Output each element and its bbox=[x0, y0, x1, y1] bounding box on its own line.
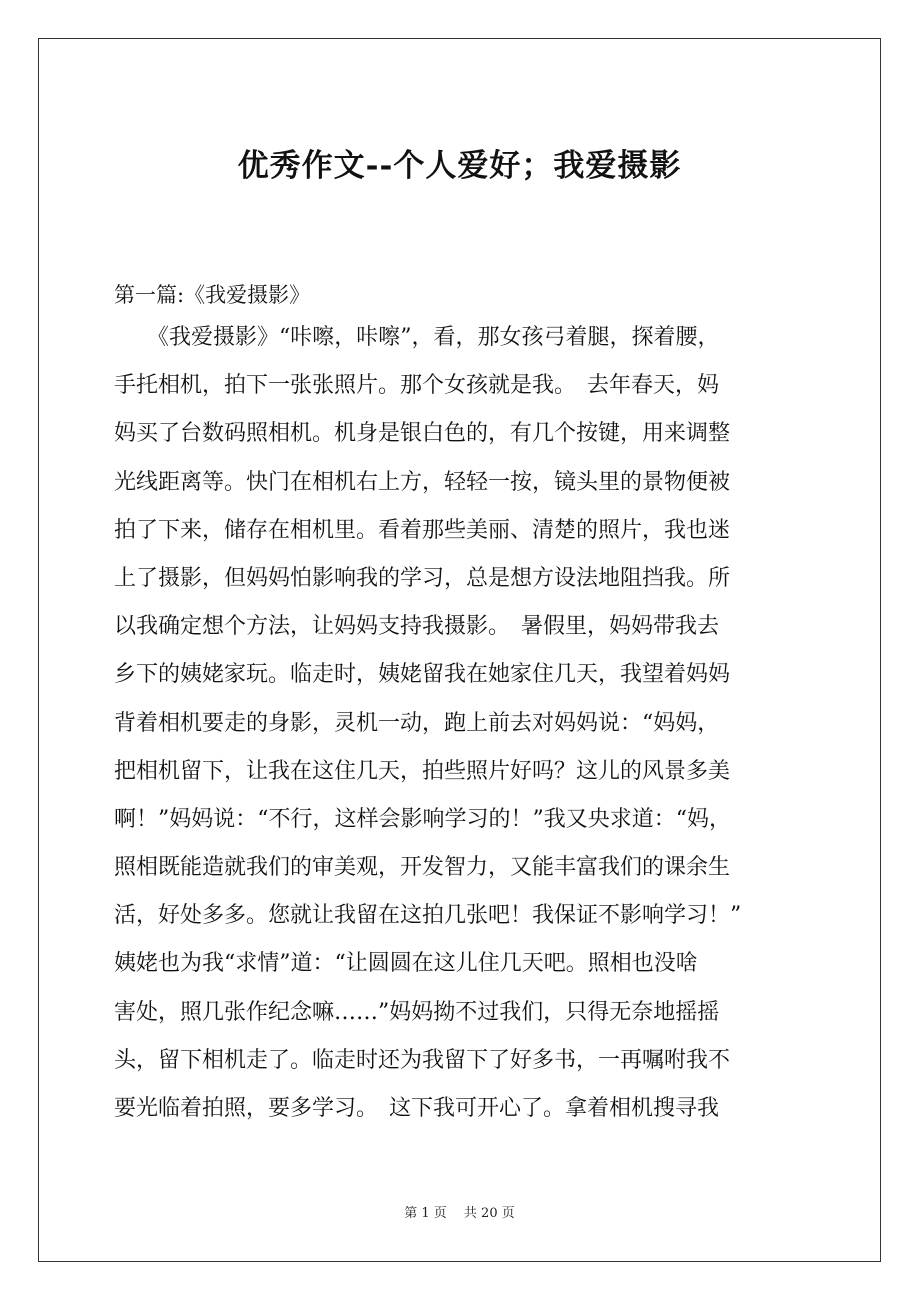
body-line: 光线距离等。快门在相机右上方，轻轻一按，镜头里的景物便被 bbox=[114, 469, 731, 495]
body-line: 活，好处多多。您就让我留在这拍几张吧！我保证不影响学习！” bbox=[114, 903, 742, 929]
page-footer bbox=[38, 1204, 881, 1224]
body-line: 拍了下来，储存在相机里。看着那些美丽、清楚的照片，我也迷 bbox=[114, 517, 731, 543]
body-line: 《我爱摄影》“咔嚓，咔嚓”，看，那女孩弓着腿，探着腰， bbox=[114, 325, 720, 350]
section-heading: 第一篇:《我爱摄影》 bbox=[114, 283, 311, 307]
body-line: 妈买了台数码照相机。机身是银白色的，有几个按键，用来调整 bbox=[114, 421, 731, 447]
page-number-label: 第 1 页 共 20 页 bbox=[404, 1206, 515, 1221]
article-body bbox=[114, 314, 814, 1133]
body-line: 照相既能造就我们的审美观，开发智力，又能丰富我们的课余生 bbox=[114, 855, 731, 881]
body-line: 姨姥也为我“求情”道：“让圆圆在这儿住几天吧。照相也没啥 bbox=[114, 951, 698, 977]
body-line: 头，留下相机走了。临走时还为我留下了好多书，一再嘱咐我不 bbox=[114, 1047, 731, 1073]
body-line: 上了摄影，但妈妈怕影响我的学习，总是想方设法地阻挡我。所 bbox=[114, 565, 731, 591]
body-line: 以我确定想个方法，让妈妈支持我摄影。 暑假里，妈妈带我去 bbox=[114, 614, 720, 640]
body-line: 害处，照几张作纪念嘛……”妈妈拗不过我们，只得无奈地摇摇 bbox=[114, 999, 720, 1025]
body-line: 背着相机要走的身影，灵机一动，跑上前去对妈妈说：“妈妈， bbox=[114, 710, 720, 736]
body-line: 啊！”妈妈说：“不行，这样会影响学习的！”我又央求道：“妈， bbox=[114, 806, 731, 832]
document-title: 优秀作文--个人爱好；我爱摄影 bbox=[237, 148, 682, 184]
body-line: 要光临着拍照，要多学习。 这下我可开心了。拿着相机搜寻我 bbox=[114, 1096, 720, 1121]
body-line: 乡下的姨姥家玩。临走时，姨姥留我在她家住几天，我望着妈妈 bbox=[114, 662, 731, 688]
body-line: 手托相机，拍下一张张照片。那个女孩就是我。 去年春天，妈 bbox=[114, 373, 720, 399]
body-line: 把相机留下，让我在这住几天，拍些照片好吗？这儿的风景多美 bbox=[114, 758, 731, 784]
